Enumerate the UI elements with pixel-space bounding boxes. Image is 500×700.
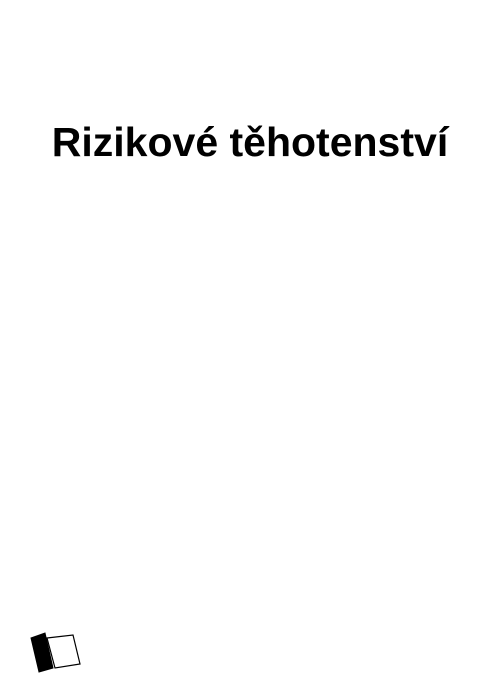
document-title: Rizikové těhotenství [51, 119, 449, 165]
stacked-pages-logo-icon [28, 626, 92, 676]
